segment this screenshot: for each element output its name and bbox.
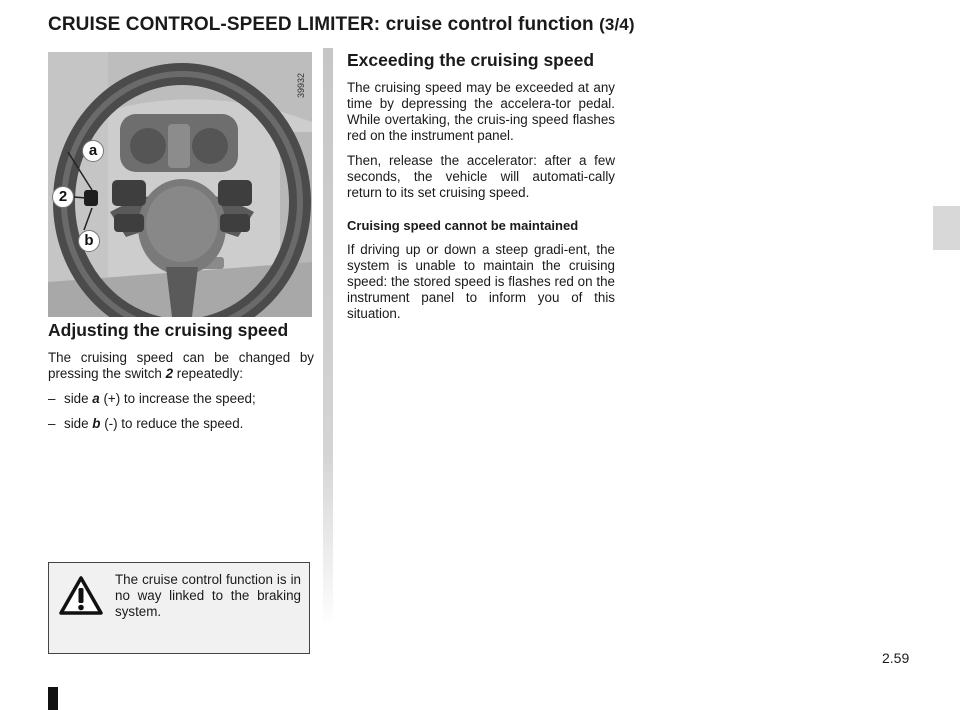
adjusting-intro: The cruising speed can be changed by pressing the switch 2 repeatedly: xyxy=(48,350,314,381)
adjusting-heading: Adjusting the cruising speed xyxy=(48,320,289,340)
exceeding-section xyxy=(347,50,615,331)
page-title-sub: (3/4) xyxy=(599,15,635,34)
steering-wheel-illustration xyxy=(48,52,312,317)
callout-2: 2 xyxy=(52,186,74,208)
cannot-maintain-paragraph: If driving up or down a steep gradi-ent, the system is unable to maintain the cruising speed: the stored speed is flashes red on the instrument panel to inform you of this situation. xyxy=(347,242,615,321)
warning-box xyxy=(48,562,310,654)
page-number: 2.59 xyxy=(882,650,910,666)
corner-mark xyxy=(48,687,58,710)
page-title-main: CRUISE CONTROL-SPEED LIMITER: cruise control function xyxy=(48,14,594,35)
steering-wheel-drawing xyxy=(48,52,312,317)
warning-text: The cruise control function is in no way linked to the braking system. xyxy=(115,572,301,619)
page-title xyxy=(48,14,635,36)
figure-reference-number: 39932 xyxy=(296,72,306,98)
warning-triangle-icon xyxy=(59,576,103,616)
callout-a: a xyxy=(82,140,104,162)
list-item: – side b (-) to reduce the speed. xyxy=(48,416,244,431)
list-item: – side a (+) to increase the speed; xyxy=(48,391,256,406)
cannot-maintain-heading: Cruising speed cannot be maintained xyxy=(347,218,579,233)
chapter-tab xyxy=(933,206,960,250)
callout-b: b xyxy=(78,230,100,252)
exceeding-paragraph-2: Then, release the accelerator: after a few seconds, the vehicle will automati-cally return to its set cruising speed. xyxy=(347,153,615,200)
adjusting-section xyxy=(48,320,314,441)
switch-reference: 2 xyxy=(165,366,174,381)
exceeding-paragraph-1: The cruising speed may be exceeded at any time by depressing the accelera-tor pedal. While overtaking, the cruis-ing speed flashes red on the instrument panel. xyxy=(347,80,615,143)
column-divider xyxy=(323,48,333,628)
exceeding-heading: Exceeding the cruising speed xyxy=(347,50,595,70)
